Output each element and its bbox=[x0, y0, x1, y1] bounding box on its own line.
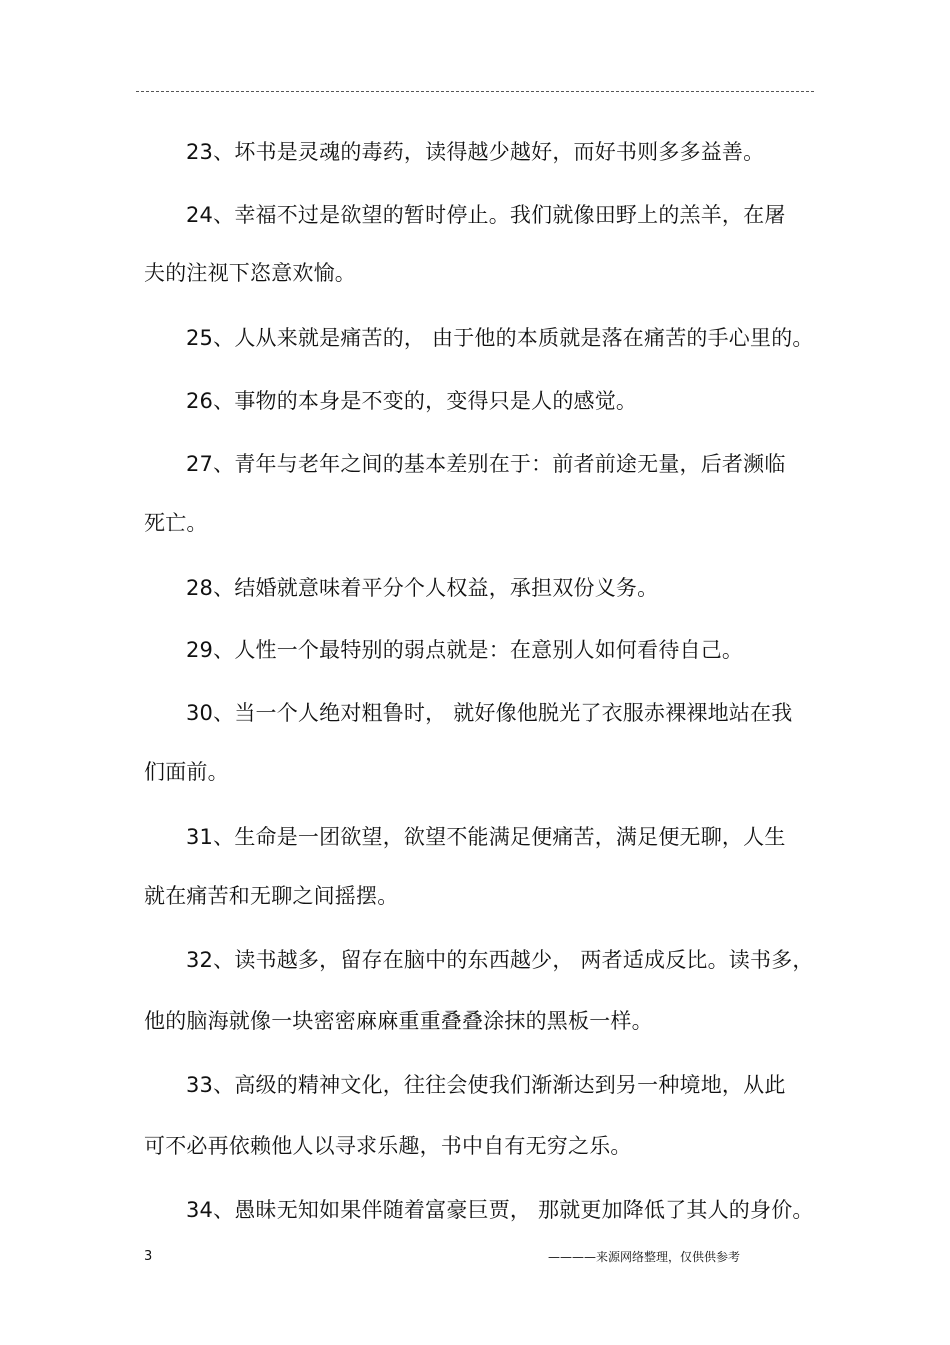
quote-32: 32、读书越多，留存在脑中的东西越少， 两者适成反比。读书多， bbox=[186, 948, 814, 972]
quote-33-continued: 可不必再依赖他人以寻求乐趣，书中自有无穷之乐。 bbox=[144, 1134, 632, 1158]
quote-30-continued: 们面前。 bbox=[144, 760, 229, 784]
quote-27: 27、青年与老年之间的基本差别在于：前者前途无量，后者濒临 bbox=[186, 452, 786, 476]
quote-28: 28、结婚就意味着平分个人权益，承担双份义务。 bbox=[186, 576, 659, 600]
page-number: 3 bbox=[144, 1249, 153, 1264]
quote-34: 34、愚昧无知如果伴随着富豪巨贾， 那就更加降低了其人的身价。 bbox=[186, 1198, 814, 1222]
quote-29: 29、人性一个最特别的弱点就是：在意别人如何看待自己。 bbox=[186, 638, 744, 662]
quote-24: 24、幸福不过是欲望的暂时停止。我们就像田野上的羔羊，在屠 bbox=[186, 203, 786, 227]
quote-31: 31、生命是一团欲望，欲望不能满足便痛苦，满足便无聊，人生 bbox=[186, 825, 786, 849]
quote-30: 30、当一个人绝对粗鲁时， 就好像他脱光了衣服赤裸裸地站在我 bbox=[186, 701, 793, 725]
quote-25: 25、人从来就是痛苦的， 由于他的本质就是落在痛苦的手心里的。 bbox=[186, 326, 814, 350]
quote-32-continued: 他的脑海就像一块密密麻麻重重叠叠涂抹的黑板一样。 bbox=[144, 1009, 653, 1033]
quote-31-continued: 就在痛苦和无聊之间摇摆。 bbox=[144, 884, 399, 908]
quote-26: 26、事物的本身是不变的，变得只是人的感觉。 bbox=[186, 389, 638, 413]
quote-27-continued: 死亡。 bbox=[144, 511, 208, 535]
quote-24-continued: 夫的注视下恣意欢愉。 bbox=[144, 261, 356, 285]
quote-23: 23、坏书是灵魂的毒药，读得越少越好，而好书则多多益善。 bbox=[186, 140, 765, 164]
quote-33: 33、高级的精神文化，往往会使我们渐渐达到另一种境地，从此 bbox=[186, 1073, 786, 1097]
source-note: ————来源网络整理，仅供供参考 bbox=[548, 1250, 741, 1264]
